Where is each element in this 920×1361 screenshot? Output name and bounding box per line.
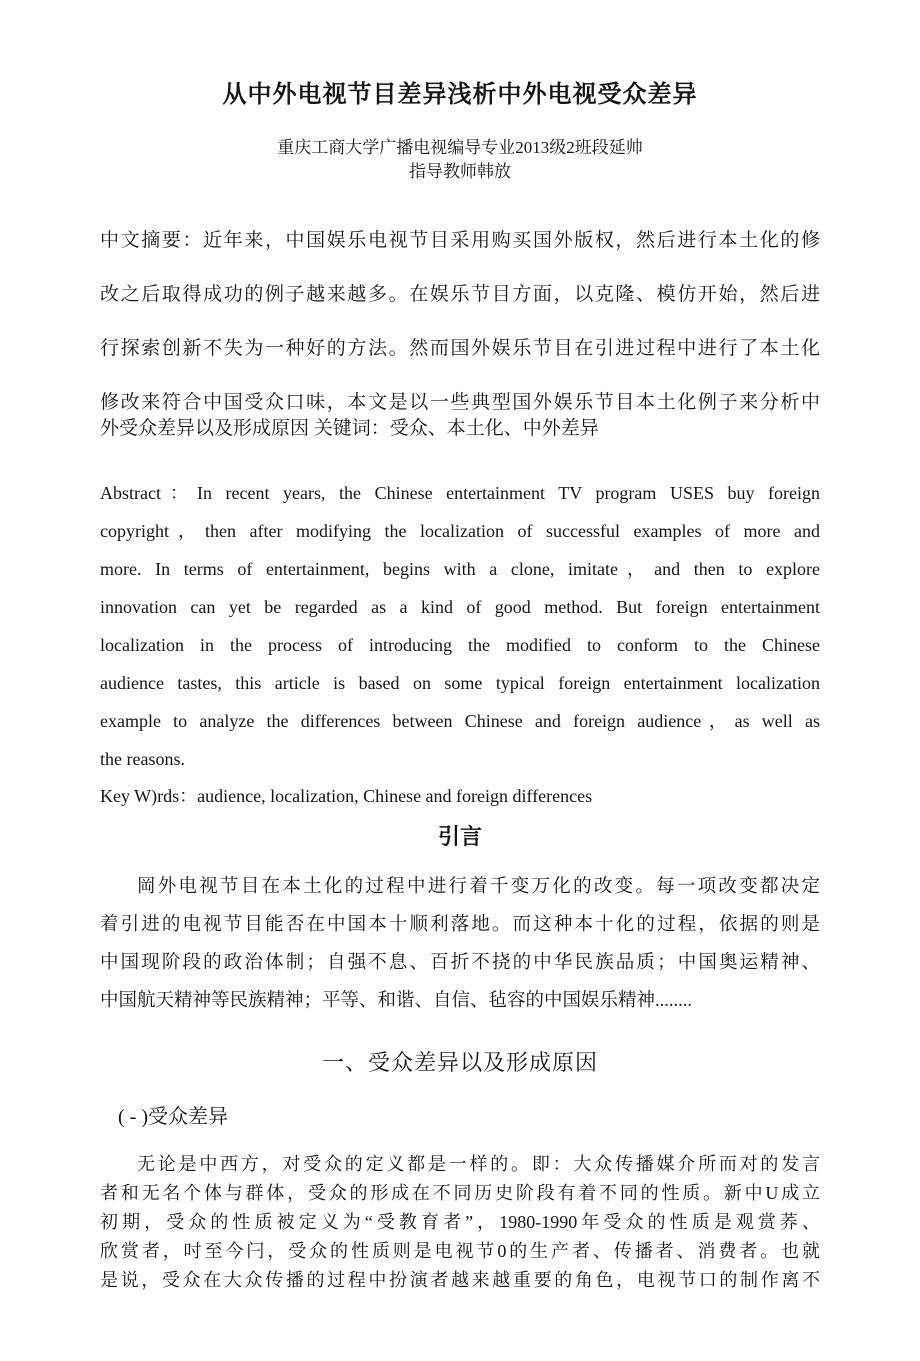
- cn-abstract-keywords-line: 外受众差异以及形成原因 关键词：受众、本土化、中外差异: [100, 418, 599, 439]
- en-abstract-line: more. In terms of entertainment, begins with a clone, imitate，and then to explore: [100, 559, 820, 579]
- intro-line: 中国航天精神等民族精神；平等、和谐、自信、毡容的中国娱乐精神........: [100, 991, 693, 1011]
- en-abstract-line: example to analyze the differences between Chinese and foreign audience，as well as: [100, 711, 820, 731]
- paper-title: 从中外电视节目差异浅析中外电视受众差异: [222, 82, 698, 108]
- section1-heading: 一、受众差异以及形成原因: [321, 1050, 598, 1075]
- cn-abstract-line: 中文摘要：近年来，中国娱乐电视节目采用购买国外版权，然后进行本土化的修: [100, 230, 820, 251]
- english-abstract: [100, 474, 820, 778]
- section1-subheading: ( - )受众差异: [118, 1106, 228, 1128]
- paper-byline: 重庆工商大学广播电视编导专业2013级2班段延帅: [277, 138, 643, 157]
- cn-abstract-line: 修改来符合中国受众口味，本文是以一些典型国外娱乐节目本土化例子来分析中: [100, 392, 820, 413]
- en-abstract-line: Abstract：In recent years, the Chinese entertainment TV program USES buy foreign: [100, 483, 820, 503]
- en-abstract-line: copyright，then after modifying the localization of successful examples of more and: [100, 521, 820, 541]
- intro-line: 岡外电视节目在本土化的过程中进行着千变万化的改变。每一项改变都决定: [137, 877, 820, 897]
- body-line: 无论是中西方，对受众的定义都是一样的。即：大众传播媒介所而对的发言: [137, 1154, 820, 1174]
- en-abstract-line: localization in the process of introducing the modified to conform to the Chinese: [100, 635, 820, 655]
- body-line: 初期，受众的性质被定义为“受教育者”，1980-1990年受众的性质是观赏荞、: [100, 1212, 820, 1232]
- intro-heading: 引言: [437, 824, 482, 849]
- intro-paragraph: [100, 868, 820, 1020]
- cn-abstract-line: 改之后取得成功的例子越来越多。在娱乐节目方面，以克隆、模仿开始，然后进: [100, 284, 820, 305]
- body-line: 者和无名个体与群体，受众的形成在不同历史阶段有着不同的性质。新中U成立: [100, 1183, 820, 1203]
- en-abstract-line: innovation can yet be regarded as a kind of good method. But foreign entertainment: [100, 597, 820, 617]
- body-line: 是说，受众在大众传播的过程中扮演者越来越重要的角色，电视节口的制作离不: [100, 1270, 820, 1290]
- keywords-line: Key W)rds：audience, localization, Chinese and foreign differences: [100, 786, 593, 806]
- intro-line: 着引进的电视节目能否在中国本十顺利落地。而这种本十化的过程，依据的则是: [100, 915, 820, 935]
- en-abstract-line: audience tastes, this article is based on some typical foreign entertainment localization: [100, 673, 820, 693]
- body-line: 欣赏者，吋至今闩，受众的性质则是电视节0的生产者、传播者、消费者。也就: [100, 1241, 820, 1261]
- cn-abstract-line: 行探索创新不失为一种好的方法。然而国外娱乐节目在引进过程中进行了本土化: [100, 338, 820, 359]
- paper-advisor-line: 指导教师韩放: [409, 162, 511, 181]
- section1-paragraph: [100, 1150, 820, 1295]
- chinese-abstract: [100, 228, 820, 442]
- intro-line: 中国现阶段的政治体制；自强不息、百折不挠的中华民族品质；中国奥运精神、: [100, 953, 820, 973]
- en-abstract-line: the reasons.: [100, 749, 185, 769]
